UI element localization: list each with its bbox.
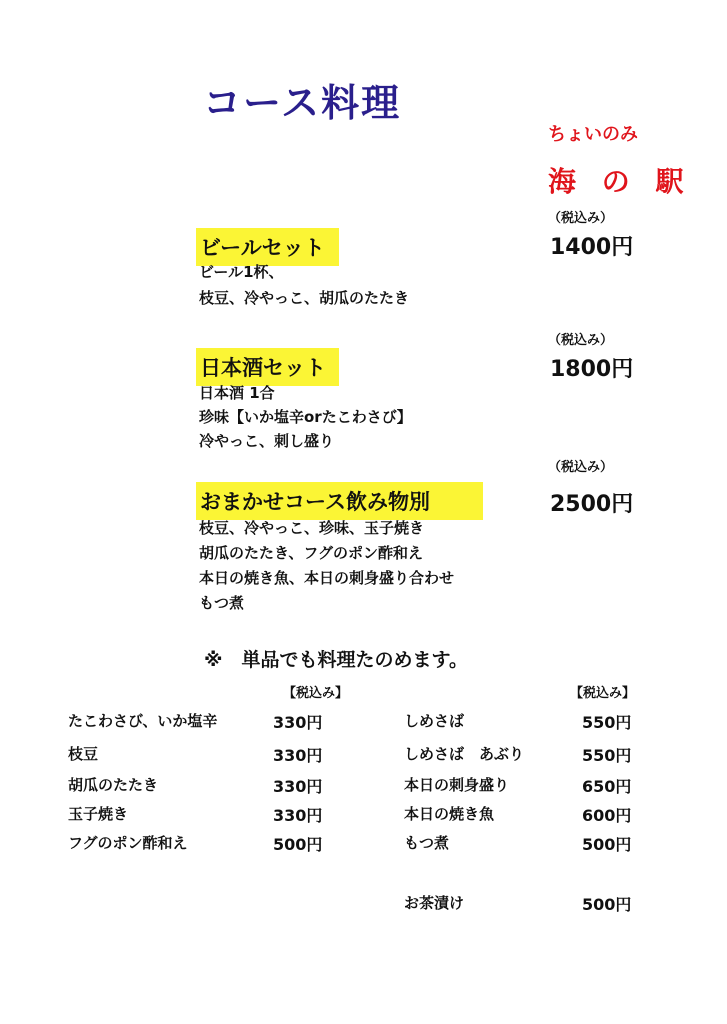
menu-item-name: フグのポン酢和え [68, 834, 188, 852]
set-desc-line: もつ煮 [199, 594, 245, 612]
menu-item-price: 500円 [582, 835, 632, 854]
menu-item-price: 330円 [273, 777, 323, 796]
set-desc-line: 本日の焼き魚、本日の刺身盛り合わせ [199, 569, 455, 587]
menu-item-name: 胡瓜のたたき [68, 776, 159, 794]
set-desc-line: 珍味【いか塩辛orたこわさび】 [199, 408, 412, 426]
menu-item-price: 500円 [273, 835, 323, 854]
menu-item-price: 600円 [582, 806, 632, 825]
set-desc-line: 日本酒 1合 [199, 384, 275, 402]
set-desc-line: ビール1杯、 [199, 263, 284, 281]
set-desc-line: 胡瓜のたたき、フグのポン酢和え [199, 544, 423, 562]
menu-item-name: しめさば あぶり [404, 745, 525, 763]
menu-item-price: 330円 [273, 746, 323, 765]
menu-item-name: もつ煮 [404, 834, 450, 852]
menu-item-price: 550円 [582, 746, 632, 765]
menu-item-price: 330円 [273, 713, 323, 732]
set-title-sake: 日本酒セット [196, 348, 339, 386]
set-desc-line: 枝豆、冷やっこ、珍味、玉子焼き [199, 519, 425, 537]
menu-item-name: 本日の焼き魚 [404, 805, 495, 823]
menu-item-name: 玉子焼き [68, 805, 129, 823]
menu-item-name: 枝豆 [68, 745, 99, 763]
shop-name: 海 の 駅 [548, 165, 692, 198]
single-tax-label-left: 【税込み】 [283, 686, 349, 701]
shop-subtitle: ちょいのみ [548, 124, 638, 145]
menu-item-price: 650円 [582, 777, 632, 796]
page-title: コース料理 [203, 81, 402, 125]
menu-item-name: しめさば [404, 712, 465, 730]
set-tax-label: （税込み） [548, 333, 614, 348]
single-order-note: ※ 単品でも料理たのめます。 [204, 649, 468, 671]
menu-item-price: 500円 [582, 895, 632, 914]
set-desc-line: 枝豆、冷やっこ、胡瓜のたたき [199, 289, 410, 307]
set-tax-label: （税込み） [548, 460, 614, 475]
set-tax-label: （税込み） [548, 211, 614, 226]
menu-item-name: 本日の刺身盛り [404, 776, 510, 794]
single-tax-label-right: 【税込み】 [570, 686, 636, 701]
menu-item-price: 550円 [582, 713, 632, 732]
menu-item-name: お茶漬け [404, 894, 465, 912]
menu-item-price: 330円 [273, 806, 323, 825]
set-price-sake: 1800円 [550, 357, 634, 382]
set-price-beer: 1400円 [550, 235, 634, 260]
set-price-omakase: 2500円 [550, 492, 634, 517]
set-title-beer: ビールセット [196, 228, 339, 266]
set-desc-line: 冷やっこ、刺し盛り [199, 432, 335, 450]
set-title-omakase: おまかせコース飲み物別 [196, 482, 483, 520]
menu-item-name: たこわさび、いか塩辛 [68, 712, 218, 730]
